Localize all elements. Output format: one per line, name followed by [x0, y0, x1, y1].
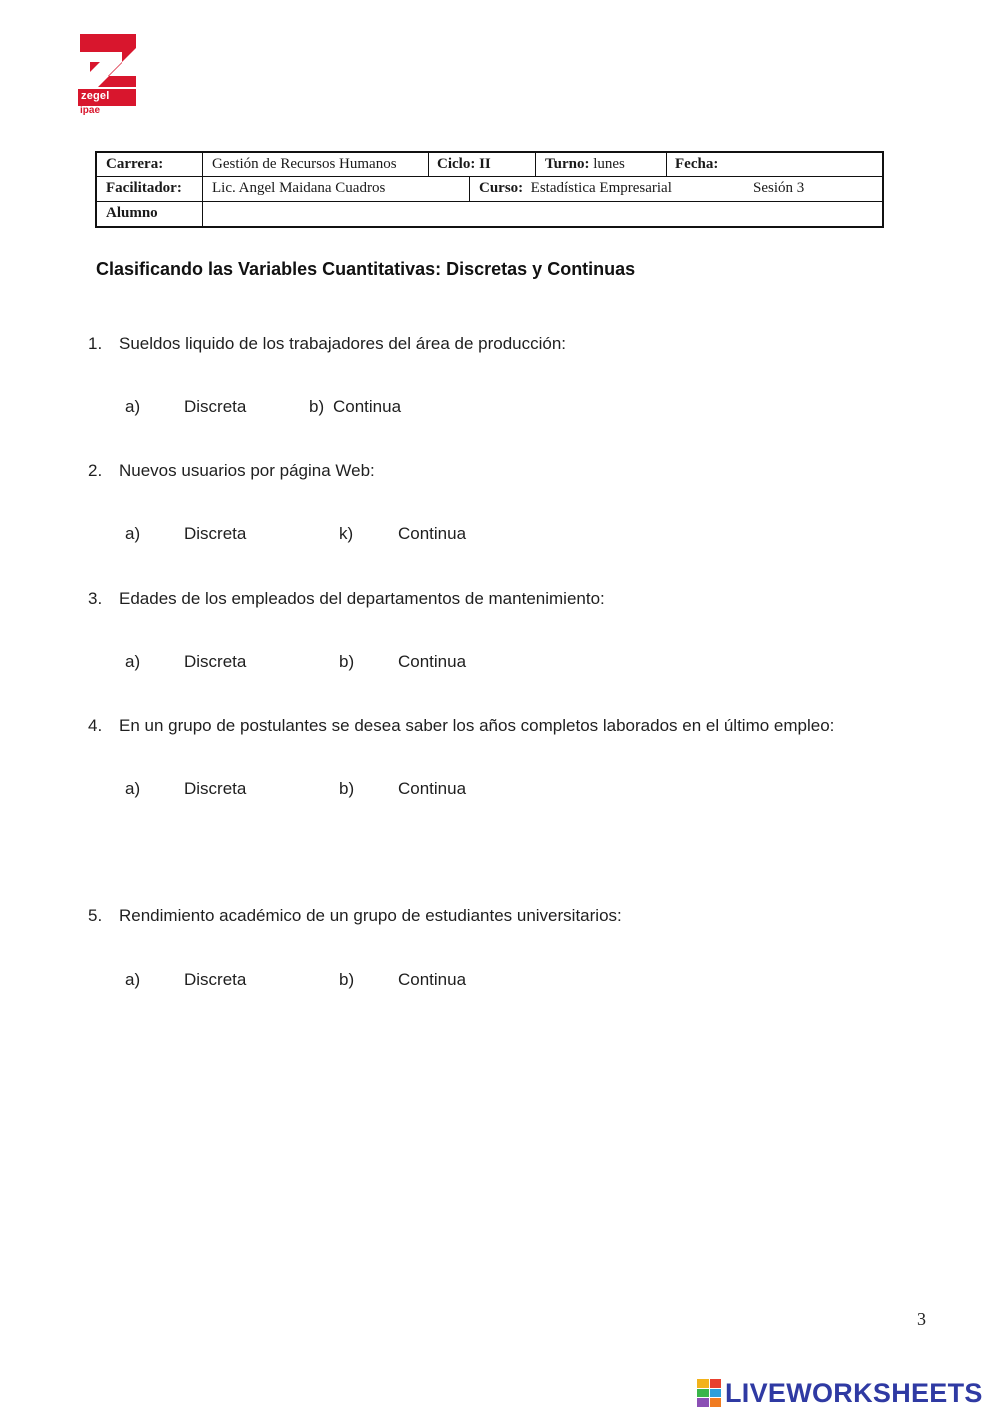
carrera-label: Carrera:	[106, 156, 164, 172]
alumno-field[interactable]	[204, 203, 874, 225]
q5-option-a[interactable]: Discreta	[184, 970, 247, 989]
q1-option-a-letter: a)	[125, 397, 141, 416]
question-number: 1.	[88, 334, 103, 353]
course-info-table	[95, 151, 884, 228]
logo-word-box	[78, 89, 136, 106]
q1-option-b-letter: b)	[309, 397, 325, 416]
q2-option-a[interactable]: Discreta	[184, 524, 247, 543]
question-text: Nuevos usuarios por página Web:	[119, 461, 375, 480]
carrera-value: Gestión de Recursos Humanos	[212, 156, 397, 172]
logo-word: zegel	[81, 90, 110, 102]
question-3	[88, 589, 605, 609]
q2-option-a-letter: a)	[125, 524, 141, 543]
q1-option-a[interactable]: Discreta	[184, 397, 247, 416]
curso-label: Curso:	[479, 180, 524, 196]
liveworksheets-text: LIVEWORKSHEETS	[725, 1377, 983, 1408]
q4-option-b-letter: b)	[339, 779, 355, 798]
worksheet-title: Clasificando las Variables Cuantitativas: Discretas y Continuas	[96, 259, 636, 279]
question-text: En un grupo de postulantes se desea saber los años completos laborados en el último empleo:	[119, 716, 835, 735]
turno-value: lunes	[593, 156, 625, 172]
question-1	[88, 334, 566, 354]
liveworksheets-watermark	[697, 1376, 983, 1410]
q2-option-b-letter: k)	[339, 524, 354, 543]
turno-label: Turno:	[545, 156, 590, 172]
q3-option-b[interactable]: Continua	[398, 652, 467, 671]
question-number: 2.	[88, 461, 103, 480]
q5-option-b-letter: b)	[339, 970, 355, 989]
zegel-ipae-logo	[78, 32, 138, 118]
alumno-label: Alumno	[106, 205, 158, 221]
question-number: 3.	[88, 589, 103, 608]
q2-option-b[interactable]: Continua	[398, 524, 467, 543]
facilitador-label: Facilitador:	[106, 180, 182, 196]
q4-option-a-letter: a)	[125, 779, 141, 798]
facilitador-value: Lic. Angel Maidana Cuadros	[212, 180, 386, 196]
question-number: 4.	[88, 716, 103, 735]
sesion-label: Sesión 3	[753, 180, 805, 196]
ciclo-label: Ciclo: II	[437, 156, 491, 172]
question-text: Edades de los empleados del departamentos de mantenimiento:	[119, 589, 605, 608]
q4-option-a[interactable]: Discreta	[184, 779, 247, 798]
q3-option-a[interactable]: Discreta	[184, 652, 247, 671]
q1-option-b[interactable]: Continua	[333, 397, 402, 416]
q5-option-a-letter: a)	[125, 970, 141, 989]
question-4	[88, 716, 834, 736]
q5-option-b[interactable]: Continua	[398, 970, 467, 989]
question-text: Rendimiento académico de un grupo de estudiantes universitarios:	[119, 906, 622, 925]
fecha-label: Fecha:	[675, 156, 719, 172]
question-number: 5.	[88, 906, 103, 925]
q4-option-b[interactable]: Continua	[398, 779, 467, 798]
question-text: Sueldos liquido de los trabajadores del área de producción:	[119, 334, 567, 353]
liveworksheets-logo-icon	[697, 1379, 721, 1407]
q3-option-a-letter: a)	[125, 652, 141, 671]
logo-subword: ipae	[80, 105, 101, 116]
curso-value: Estadística Empresarial	[530, 180, 672, 196]
page-number: 3	[917, 1309, 926, 1329]
question-5	[88, 906, 622, 926]
zegel-z-mark-icon	[78, 32, 138, 88]
question-2	[88, 461, 375, 481]
q3-option-b-letter: b)	[339, 652, 355, 671]
